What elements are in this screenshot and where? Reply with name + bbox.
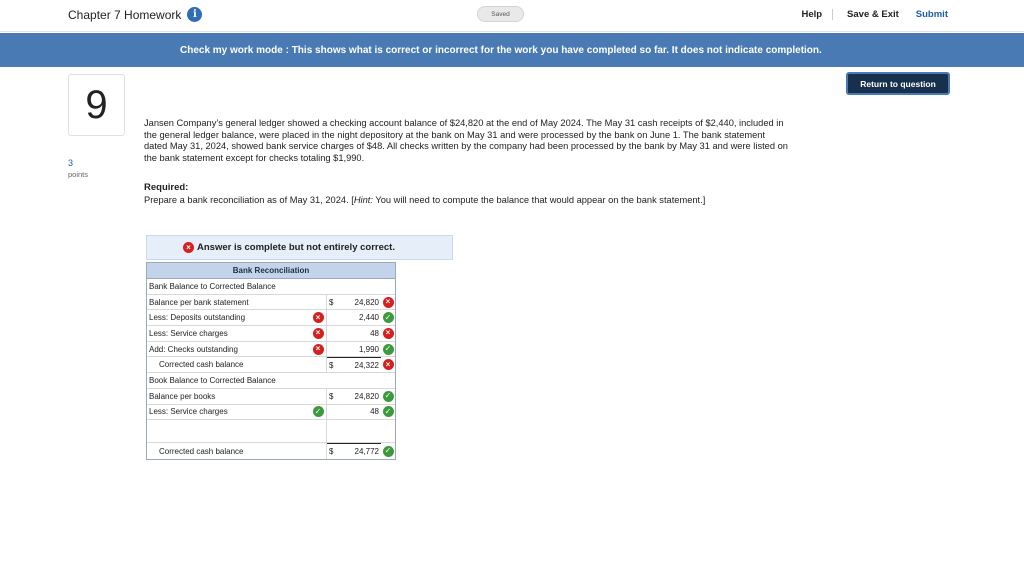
save-exit-button[interactable]: Save & Exit bbox=[847, 9, 899, 20]
assignment-title-text: Chapter 7 Homework bbox=[68, 7, 182, 22]
bank-corrected-balance-row bbox=[147, 357, 395, 373]
table-title: Bank Reconciliation bbox=[147, 263, 395, 279]
incorrect-icon: × bbox=[313, 328, 324, 339]
bank-section-header bbox=[147, 279, 395, 295]
hint-label: Hint: bbox=[353, 195, 373, 205]
status-cell bbox=[381, 389, 395, 404]
correct-icon: ✓ bbox=[383, 446, 394, 457]
status-cell bbox=[381, 405, 395, 420]
dollar-sign: $ bbox=[327, 357, 337, 372]
info-icon[interactable]: i bbox=[187, 7, 202, 22]
assignment-title bbox=[68, 7, 202, 22]
dollar-sign: $ bbox=[329, 297, 334, 307]
dollar-sign bbox=[327, 326, 337, 341]
correct-icon: ✓ bbox=[383, 312, 394, 323]
empty-cell bbox=[310, 420, 327, 442]
answer-status-bar bbox=[146, 235, 453, 260]
question-number: 9 bbox=[68, 74, 125, 136]
row-label[interactable]: Less: Service charges bbox=[149, 328, 228, 338]
correct-icon: ✓ bbox=[383, 406, 394, 417]
amount-cell[interactable]: 24,772 bbox=[337, 443, 381, 459]
table-row bbox=[147, 342, 395, 358]
empty-cell bbox=[147, 420, 310, 442]
amount-cell[interactable]: 24,820 bbox=[354, 391, 379, 401]
row-mark bbox=[310, 310, 327, 325]
section-label: Bank Balance to Corrected Balance bbox=[149, 281, 276, 291]
row-label[interactable]: Corrected cash balance bbox=[159, 360, 244, 370]
row-label[interactable]: Corrected cash balance bbox=[159, 446, 244, 456]
row-label[interactable]: Balance per bank statement bbox=[149, 297, 249, 307]
top-bar bbox=[0, 0, 1024, 32]
required-text-post: You will need to compute the balance that would appear on the bank statement.] bbox=[372, 195, 706, 205]
dollar-sign: $ bbox=[329, 391, 334, 401]
row-label[interactable]: Balance per books bbox=[149, 391, 216, 401]
row-mark bbox=[310, 405, 327, 420]
table-row bbox=[147, 310, 395, 326]
check-mode-banner-text: Check my work mode : This shows what is correct or incorrect for the work you have completed so far. It does not indicate completion. bbox=[180, 44, 822, 56]
top-actions bbox=[801, 9, 948, 20]
status-cell bbox=[381, 326, 395, 341]
amount-cell[interactable]: 1,990 bbox=[358, 344, 379, 354]
required-text-pre: Prepare a bank reconciliation as of May 31, 2024. [ bbox=[144, 195, 354, 205]
bank-reconciliation-table bbox=[146, 262, 396, 460]
status-cell bbox=[381, 342, 395, 357]
correct-icon: ✓ bbox=[313, 406, 324, 417]
book-corrected-balance-row bbox=[147, 443, 395, 459]
row-mark bbox=[310, 357, 327, 372]
status-cell bbox=[381, 310, 395, 325]
row-mark bbox=[310, 326, 327, 341]
spacer-row bbox=[147, 420, 395, 443]
help-button[interactable]: Help bbox=[801, 9, 833, 20]
correct-icon: ✓ bbox=[383, 344, 394, 355]
points-label: points bbox=[68, 170, 89, 179]
dollar-sign bbox=[327, 342, 337, 357]
dollar-sign: $ bbox=[327, 443, 337, 459]
incorrect-icon: × bbox=[383, 297, 394, 308]
row-mark bbox=[310, 389, 327, 404]
book-section-header bbox=[147, 373, 395, 389]
incorrect-icon: × bbox=[383, 328, 394, 339]
row-mark bbox=[310, 342, 327, 357]
incorrect-icon: × bbox=[313, 344, 324, 355]
incorrect-icon: × bbox=[183, 242, 194, 253]
amount-cell[interactable]: 48 bbox=[370, 328, 379, 338]
section-label: Book Balance to Corrected Balance bbox=[149, 375, 276, 385]
answer-status-text: Answer is complete but not entirely correct. bbox=[197, 242, 395, 253]
saved-status-badge: Saved bbox=[477, 6, 524, 22]
row-label[interactable]: Add: Checks outstanding bbox=[149, 344, 238, 354]
row-mark bbox=[310, 295, 327, 310]
correct-icon: ✓ bbox=[383, 391, 394, 402]
status-cell bbox=[381, 295, 395, 310]
question-text: Jansen Company’s general ledger showed a checking account balance of $24,820 at the end of May 2024. The May 31 cash receipts of $2,440, included in the general ledger balance, were placed in the night depository at the bank on May 31 and were processed by the bank on June 1. The bank statement dated May 31, 2024, showed bank service charges of $48. All checks written by the company had been processed by the bank by May 31 and were listed on the bank statement except for checks totaling $1,990. bbox=[144, 118, 788, 163]
table-row bbox=[147, 326, 395, 342]
status-cell bbox=[381, 443, 395, 459]
submit-button[interactable]: Submit bbox=[915, 9, 948, 20]
amount-cell[interactable]: 24,322 bbox=[337, 357, 381, 372]
check-mode-banner bbox=[0, 33, 1024, 67]
row-label[interactable]: Less: Service charges bbox=[149, 407, 228, 417]
row-label[interactable]: Less: Deposits outstanding bbox=[149, 313, 246, 323]
required-title: Required: bbox=[144, 182, 189, 193]
amount-cell[interactable]: 24,820 bbox=[354, 297, 379, 307]
incorrect-icon: × bbox=[383, 359, 394, 370]
amount-cell[interactable]: 2,440 bbox=[358, 313, 379, 323]
points-value: 3 bbox=[68, 158, 74, 168]
row-mark bbox=[310, 443, 327, 459]
dollar-sign bbox=[327, 405, 337, 420]
table-row bbox=[147, 389, 395, 405]
incorrect-icon: × bbox=[313, 312, 324, 323]
table-row bbox=[147, 405, 395, 421]
return-to-question-button[interactable]: Return to question bbox=[846, 72, 950, 95]
amount-cell[interactable]: 48 bbox=[370, 407, 379, 417]
table-row bbox=[147, 295, 395, 311]
status-cell bbox=[381, 357, 395, 372]
dollar-sign bbox=[327, 310, 337, 325]
required-text bbox=[144, 195, 754, 207]
